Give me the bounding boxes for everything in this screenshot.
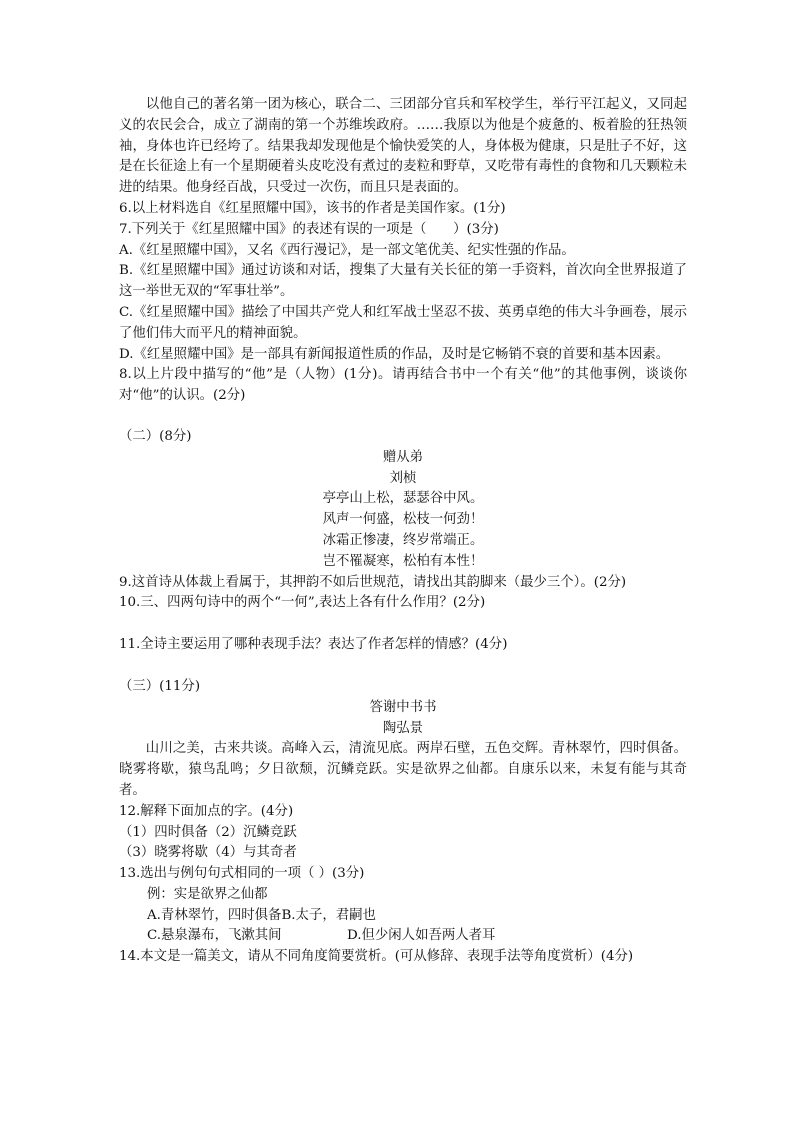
prose-author: 陶弘景 bbox=[382, 720, 424, 736]
spacer bbox=[119, 407, 687, 427]
question-9: 9.这首诗从体裁上看属于，其押韵不如后世规范，请找出其韵脚来（最少三个）。(2分) bbox=[119, 574, 627, 590]
question-7-option-d: D.《红星照耀中国》是一部具有新闻报道性质的作品，及时是它畅销不衰的首要和基本因素。 bbox=[119, 346, 670, 362]
question-10: 10.三、四两句诗中的两个“一何”,表达上各有什么作用？(2分) bbox=[119, 595, 486, 611]
poem-line-4: 岂不罹凝寒，松柏有本性！ bbox=[322, 553, 484, 569]
question-13-option-b: B.太子，君嗣也 bbox=[281, 907, 376, 923]
passage1-paragraph: 以他自己的著名第一团为核心，联合二、三团部分官兵和军校学生，举行平江起义，又同起义的农民会合，成立了湖南的第一个苏维埃政府。……我原以为他是个疲惫的、板着脸的狂热领袖，身体也许已经垮了。结果我却发现他是个愉快爱笑的人，身体极为健康，只是肚子不好，这是在长征途上有一个星期硬着头皮吃没有煮过的麦粒和野草，又吃带有毒性的食物和几天颗粒未进的结果。他身经百战，只受过一次伤，而且只是表面的。 bbox=[119, 97, 687, 196]
question-6: 6.以上材料选自《红星照耀中国》，该书的作者是美国作家。(1分) bbox=[119, 200, 506, 216]
question-14: 14.本文是一篇美文，请从不同角度简要赏析。(可从修辞、表现手法等角度赏析）(4分) bbox=[119, 949, 634, 965]
question-8: 8.以上片段中描写的“他”是（人物）(1分)。请再结合书中一个有关“他”的其他事例，谈谈你对“他”的认识。(2分) bbox=[119, 367, 687, 404]
poem-line-1: 亭亭山上松，瑟瑟谷中风。 bbox=[322, 491, 484, 507]
question-12-stem: 12.解释下面加点的字。(4分) bbox=[119, 803, 294, 819]
poem-line-2: 风声一何盛，松枝一何劲！ bbox=[322, 512, 484, 528]
question-13-stem: 13.选出与例句句式相同的一项（ ）(3分) bbox=[119, 866, 365, 882]
question-13-option-c: C.悬泉瀑布，飞漱其间 bbox=[147, 928, 282, 944]
section-3-heading: （三）(11分) bbox=[119, 678, 201, 694]
question-7-option-a: A.《红星照耀中国》，又名《西行漫记》，是一部文笔优美、纪实性强的作品。 bbox=[119, 242, 575, 258]
prose-title: 答谢中书书 bbox=[369, 699, 437, 715]
question-13-option-a: A.青林翠竹，四时俱备 bbox=[147, 907, 282, 923]
poem-title: 赠从弟 bbox=[382, 449, 424, 465]
question-13-options-row-2 bbox=[119, 926, 687, 947]
poem-author: 刘桢 bbox=[389, 470, 417, 486]
question-7-option-b: B.《红星照耀中国》通过访谈和对话，搜集了大量有关长征的第一手资料，首次向全世界报道了这一举世无双的“军事壮举”。 bbox=[119, 263, 687, 300]
question-7-stem: 7.下列关于《红星照耀中国》的表述有误的一项是（ ）(3分) bbox=[119, 221, 499, 237]
question-11: 11.全诗主要运用了哪种表现手法？表达了作者怎样的情感？(4分) bbox=[119, 637, 508, 653]
exam-page bbox=[119, 95, 687, 968]
poem-line-3: 冰霜正惨凄，终岁常端正。 bbox=[322, 532, 484, 548]
question-12-line-2: （3）晓雾将歇（4）与其奇者 bbox=[119, 845, 297, 861]
question-13-example: 例：实是欲界之仙都 bbox=[147, 886, 268, 902]
prose-paragraph: 山川之美，古来共谈。高峰入云，清流见底。两岸石壁，五色交辉。青林翠竹，四时俱备。晓雾将歇，猿鸟乱鸣；夕日欲颓，沉鳞竞跃。实是欲界之仙都。自康乐以来，未复有能与其奇者。 bbox=[119, 741, 687, 798]
question-12-line-1: （1）四时俱备（2）沉鳞竞跃 bbox=[119, 824, 297, 840]
spacer bbox=[119, 614, 687, 635]
question-13-options-row-1 bbox=[119, 906, 687, 927]
spacer bbox=[119, 656, 687, 677]
question-13-option-d: D.但少闲人如吾两人者耳 bbox=[347, 928, 496, 944]
question-7-option-c: C.《红星照耀中国》描绘了中国共产党人和红军战士坚忍不拔、英勇卓绝的伟大斗争画卷，展示了他们伟大而平凡的精神面貌。 bbox=[119, 304, 687, 341]
section-2-heading: （二）(8分) bbox=[119, 428, 192, 444]
